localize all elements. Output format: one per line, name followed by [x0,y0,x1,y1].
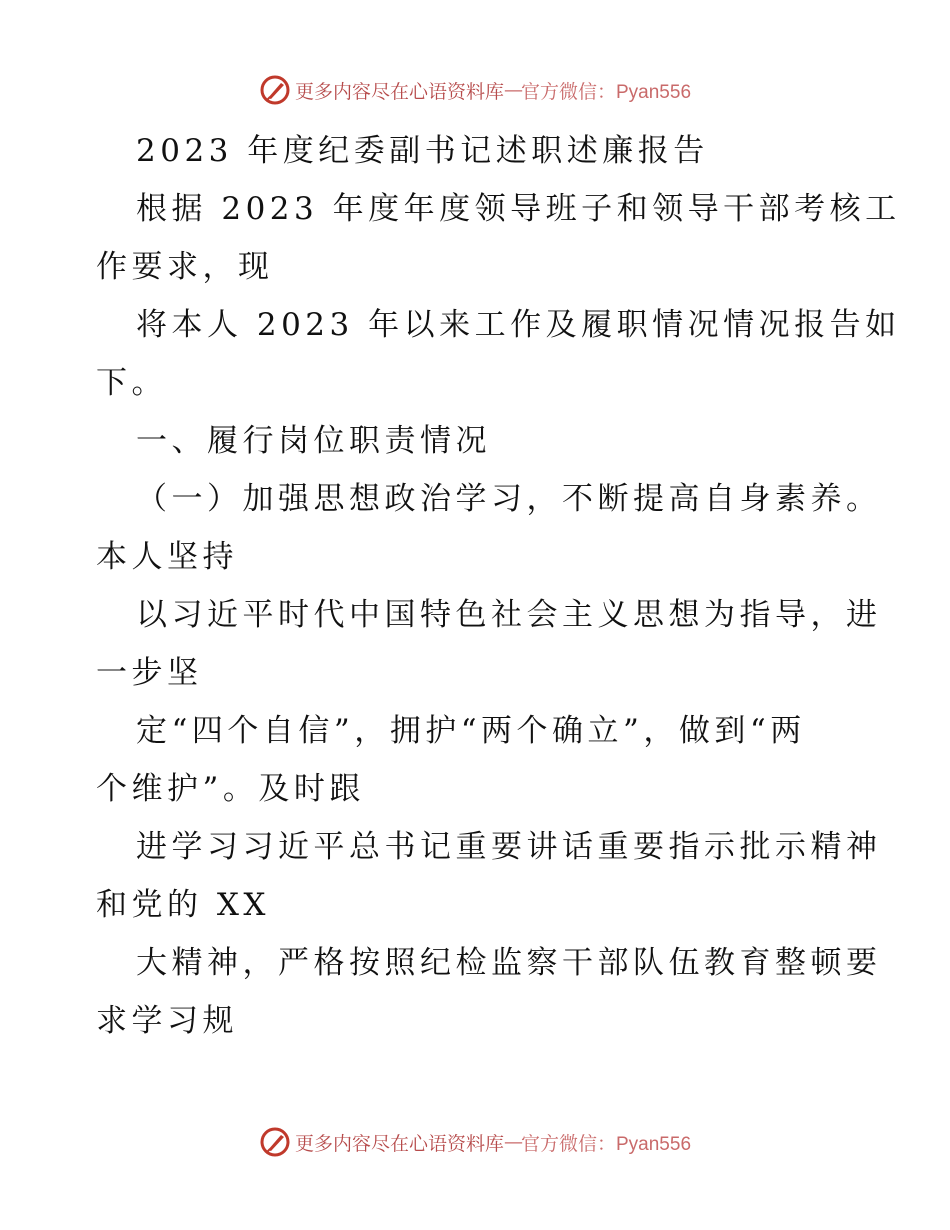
banner-main-text: 更多内容尽在心语资料库 [294,1132,504,1155]
header-watermark [0,70,950,110]
paragraph-line: 下。 [96,365,167,401]
paragraph-line: 作要求，现 [96,249,274,285]
paragraph-line: 进学习习近平总书记重要讲话重要指示批示精神 [136,829,882,865]
banner-main-text: 更多内容尽在心语资料库 [294,80,504,103]
section-heading: 一、履行岗位职责情况 [136,423,491,459]
banner-dash: — [504,1131,521,1153]
quill-logo-icon [259,74,291,106]
banner-contact-text: 官方微信：Pyan556 [521,1133,692,1155]
subsection-heading: （一）加强思想政治学习，不断提高自身素养。 [136,481,882,517]
paragraph-line: 求学习规 [96,1003,238,1039]
banner-contact-text: 官方微信：Pyan556 [521,81,692,103]
paragraph-line: 根据 2023 年度年度领导班子和领导干部考核工 [136,191,901,227]
paragraph-line: 定“四个自信”，拥护“两个确立”，做到“两 [136,713,806,749]
report-title: 2023 年度纪委副书记述职述廉报告 [136,133,709,169]
paragraph-line: 本人坚持 [96,539,238,575]
paragraph-line: 大精神，严格按照纪检监察干部队伍教育整顿要 [136,945,882,981]
banner-dash: — [504,79,521,101]
paragraph-line: 和党的 XX [96,887,270,923]
paragraph-line: 将本人 2023 年以来工作及履职情况情况报告如 [136,307,901,343]
paragraph-line: 一步坚 [96,655,203,691]
paragraph-line: 以习近平时代中国特色社会主义思想为指导，进 [136,597,882,633]
report-body [96,122,901,1050]
footer-watermark [0,1122,950,1162]
paragraph-line: 个维护”。及时跟 [96,771,365,807]
quill-logo-icon [259,1126,291,1158]
